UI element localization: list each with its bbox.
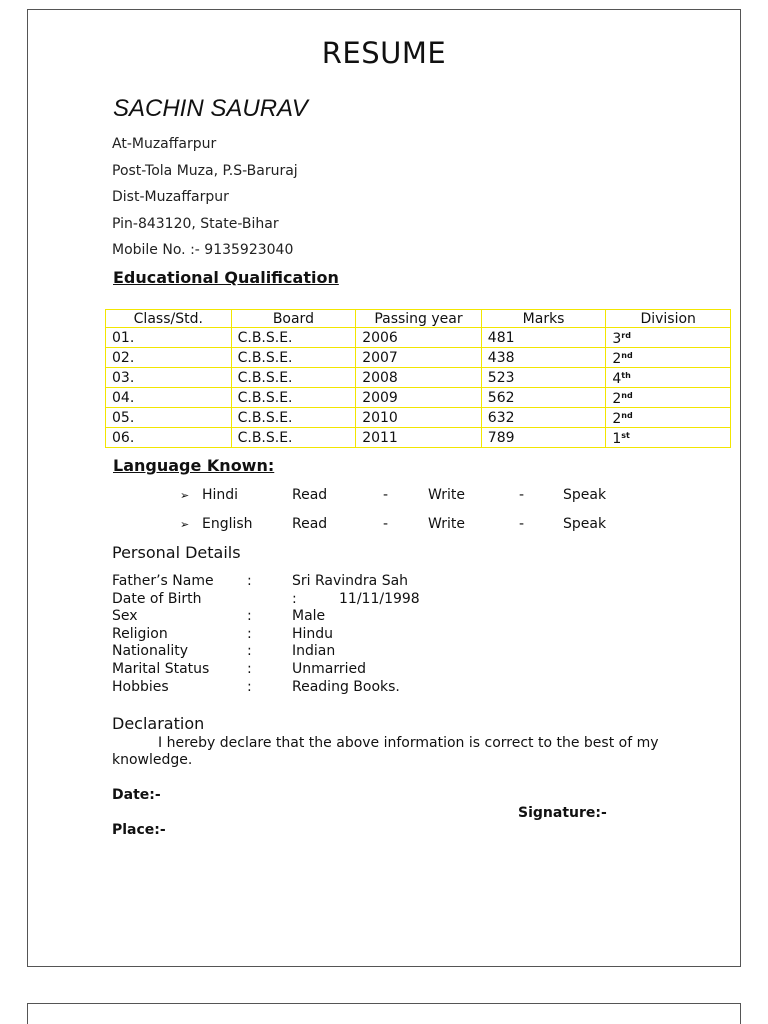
personal-label: Father’s Name	[112, 573, 214, 589]
col-marks: Marks	[481, 310, 606, 328]
cell-year: 2007	[356, 348, 482, 368]
personal-value: Male	[292, 608, 326, 624]
cell-class: 04.	[106, 388, 232, 408]
col-division: Division	[606, 310, 731, 328]
language-dash: -	[383, 516, 389, 532]
division-suffix: st	[621, 431, 630, 440]
date-label: Date:-	[112, 787, 161, 803]
personal-separator: :	[292, 591, 297, 607]
division-number: 4	[612, 371, 622, 387]
personal-separator: :	[247, 679, 252, 695]
personal-row-dob	[112, 591, 612, 608]
language-read: Read	[292, 516, 328, 532]
cell-class: 02.	[106, 348, 232, 368]
cell-marks: 438	[481, 348, 606, 368]
cell-division	[606, 408, 731, 428]
resume-page	[27, 9, 741, 967]
cell-year: 2011	[356, 428, 482, 448]
cell-class: 03.	[106, 368, 232, 388]
cell-marks: 523	[481, 368, 606, 388]
division-suffix: rd	[621, 331, 631, 340]
education-table	[105, 309, 731, 448]
address-line-3: Dist-Muzaffarpur	[112, 189, 229, 205]
personal-label: Nationality	[112, 643, 189, 659]
education-heading: Educational Qualification	[113, 268, 339, 287]
page-title: RESUME	[321, 36, 447, 70]
table-row	[106, 368, 731, 388]
language-speak: Speak	[563, 516, 607, 532]
personal-row-father	[112, 573, 612, 590]
division-number: 2	[612, 391, 622, 407]
table-row	[106, 328, 731, 348]
cell-division	[606, 348, 731, 368]
cell-board: C.B.S.E.	[231, 428, 356, 448]
personal-value: Hindu	[292, 626, 334, 642]
education-table-header	[106, 310, 731, 328]
personal-separator: :	[247, 608, 252, 624]
cell-division	[606, 388, 731, 408]
language-write: Write	[428, 516, 465, 532]
personal-label: Religion	[112, 626, 168, 642]
personal-label: Marital Status	[112, 661, 210, 677]
language-dash: -	[519, 516, 525, 532]
declaration-heading: Declaration	[112, 714, 205, 733]
division-number: 2	[612, 351, 622, 367]
languages-heading: Language Known:	[113, 456, 275, 475]
language-dash: -	[383, 487, 389, 503]
personal-separator: :	[247, 626, 252, 642]
cell-class: 01.	[106, 328, 232, 348]
personal-row-religion	[112, 626, 612, 643]
cell-year: 2008	[356, 368, 482, 388]
cell-board: C.B.S.E.	[231, 348, 356, 368]
cell-division	[606, 428, 731, 448]
division-suffix: nd	[621, 391, 633, 400]
address-line-2: Post-Tola Muza, P.S-Baruraj	[112, 163, 298, 179]
cell-marks: 481	[481, 328, 606, 348]
cell-year: 2010	[356, 408, 482, 428]
arrow-bullet-icon: ➢	[180, 489, 190, 502]
next-page	[27, 1003, 741, 1024]
language-dash: -	[519, 487, 525, 503]
division-number: 3	[612, 331, 622, 347]
personal-value: Indian	[292, 643, 336, 659]
col-board: Board	[231, 310, 356, 328]
language-item-english	[28, 516, 728, 534]
table-row	[106, 428, 731, 448]
cell-class: 05.	[106, 408, 232, 428]
cell-marks: 562	[481, 388, 606, 408]
cell-year: 2009	[356, 388, 482, 408]
cell-board: C.B.S.E.	[231, 328, 356, 348]
language-name: English	[202, 516, 253, 532]
division-number: 1	[612, 431, 622, 447]
cell-board: C.B.S.E.	[231, 408, 356, 428]
language-item-hindi	[28, 487, 728, 505]
personal-row-sex	[112, 608, 612, 625]
cell-division	[606, 368, 731, 388]
personal-details-heading: Personal Details	[112, 543, 241, 562]
division-number: 2	[612, 411, 622, 427]
personal-row-hobbies	[112, 679, 612, 696]
table-row	[106, 408, 731, 428]
cell-year: 2006	[356, 328, 482, 348]
arrow-bullet-icon: ➢	[180, 518, 190, 531]
personal-row-nationality	[112, 643, 612, 660]
personal-value: Sri Ravindra Sah	[292, 573, 409, 589]
language-write: Write	[428, 487, 465, 503]
place-label: Place:-	[112, 822, 166, 838]
personal-separator: :	[247, 643, 252, 659]
personal-label: Sex	[112, 608, 138, 624]
address-line-4: Pin-843120, State-Bihar	[112, 216, 279, 232]
table-row	[106, 348, 731, 368]
address-line-1: At-Muzaffarpur	[112, 136, 217, 152]
personal-value: 11/11/1998	[339, 591, 420, 607]
candidate-name: SACHIN SAURAV	[113, 95, 308, 122]
personal-value: Reading Books.	[292, 679, 400, 695]
personal-row-marital	[112, 661, 612, 678]
cell-board: C.B.S.E.	[231, 388, 356, 408]
language-name: Hindi	[202, 487, 239, 503]
division-suffix: nd	[621, 411, 633, 420]
table-row	[106, 388, 731, 408]
personal-separator: :	[247, 573, 252, 589]
language-read: Read	[292, 487, 328, 503]
division-suffix: th	[621, 371, 631, 380]
personal-label: Date of Birth	[112, 591, 202, 607]
cell-marks: 789	[481, 428, 606, 448]
declaration-text: I hereby declare that the above information is correct to the best of my knowledge.	[112, 735, 659, 768]
division-suffix: nd	[621, 351, 633, 360]
personal-value: Unmarried	[292, 661, 366, 677]
col-passing-year: Passing year	[356, 310, 482, 328]
signature-label: Signature:-	[518, 805, 607, 821]
cell-board: C.B.S.E.	[231, 368, 356, 388]
personal-separator: :	[247, 661, 252, 677]
cell-marks: 632	[481, 408, 606, 428]
personal-label: Hobbies	[112, 679, 169, 695]
mobile-number: Mobile No. :- 9135923040	[112, 242, 294, 258]
cell-class: 06.	[106, 428, 232, 448]
language-speak: Speak	[563, 487, 607, 503]
cell-division	[606, 328, 731, 348]
col-class: Class/Std.	[106, 310, 232, 328]
